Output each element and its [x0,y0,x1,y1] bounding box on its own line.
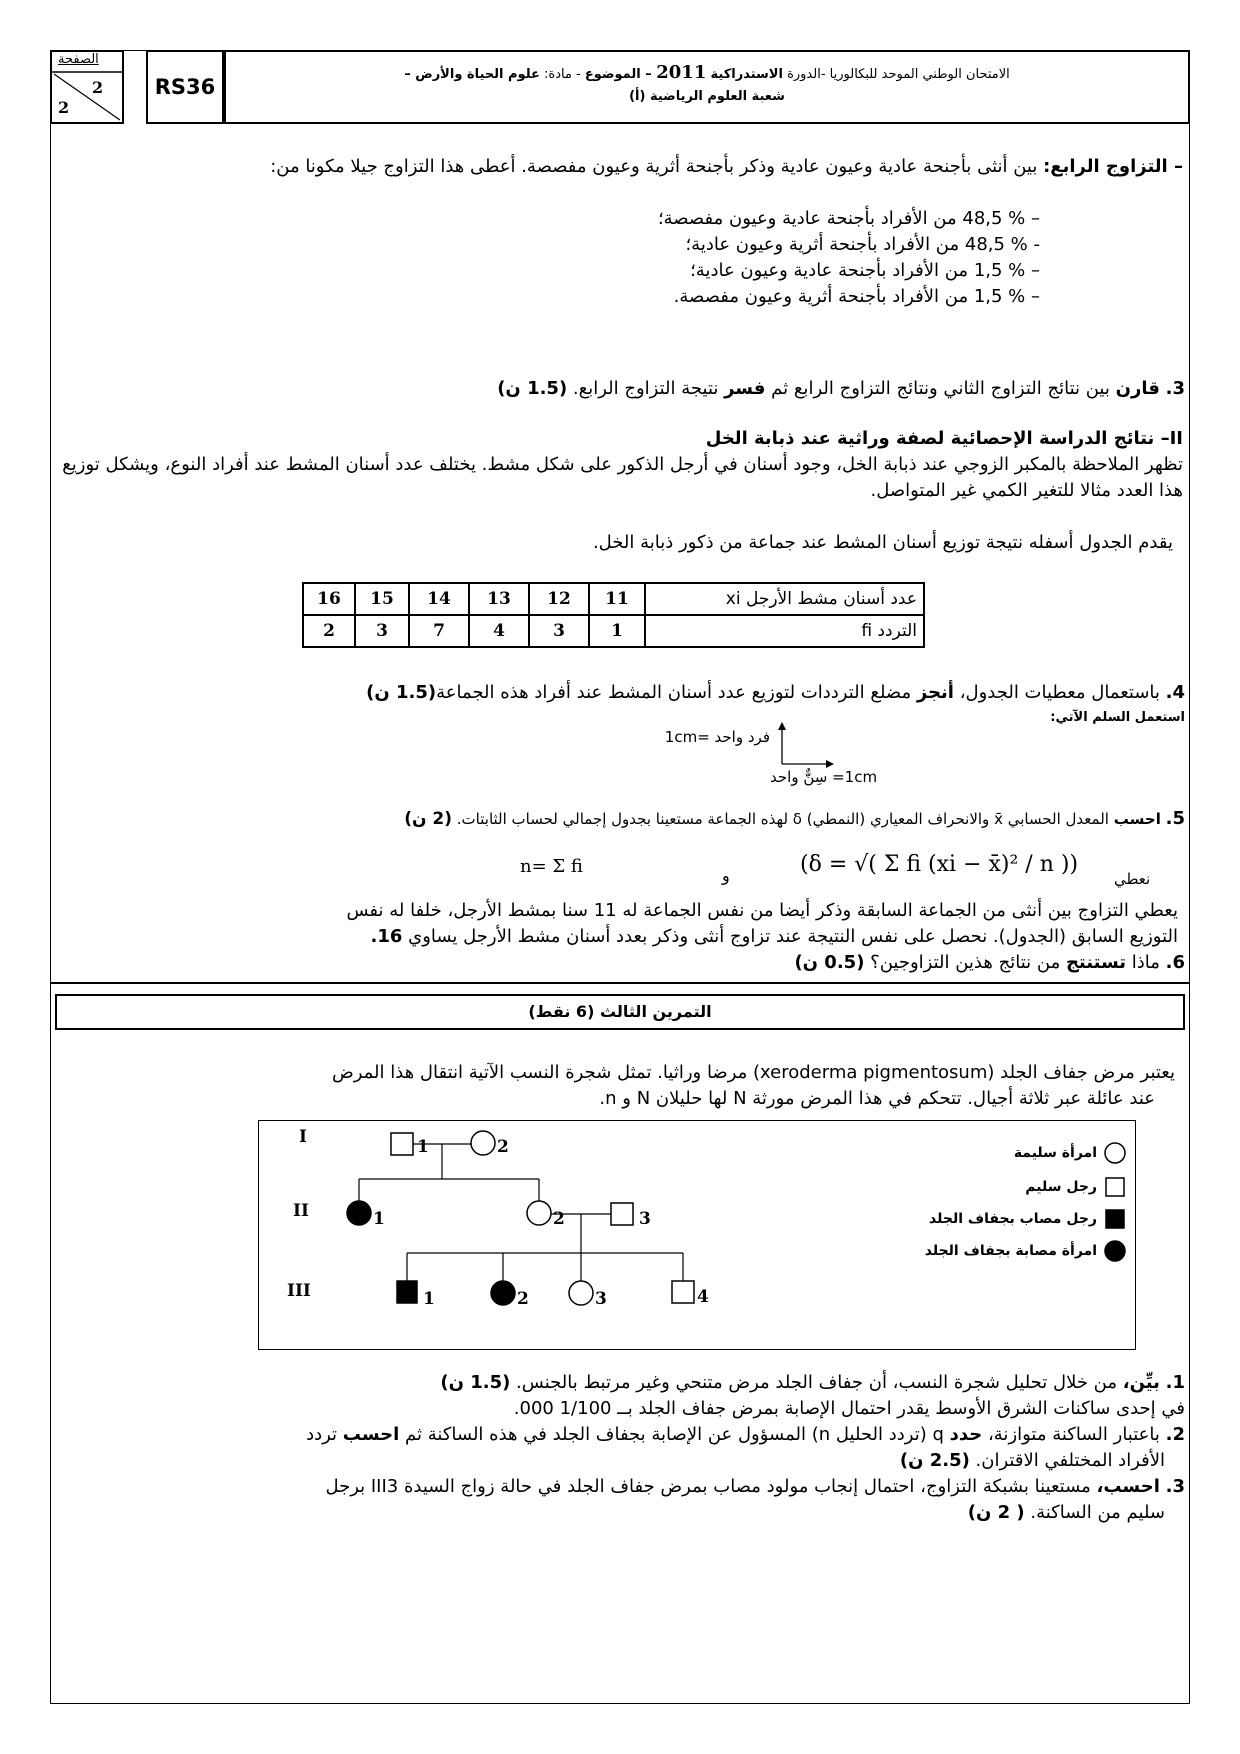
generation-label: II [293,1201,309,1221]
q6-text2: من نتائج هذين التزاوجين؟ [864,952,1066,973]
ex3-question-1 [60,1370,1185,1396]
cross4-paragraph [58,154,1183,180]
legend-label: رجل سليم [1025,1179,1097,1195]
q3-verb1: قارن [1115,378,1160,399]
q5-points: (2 ن) [404,809,453,829]
ex3-q1-text: من خلال تحليل شجرة النسب، أن جفاف الجلد مرض متنحي وغير مرتبط بالجنس. [510,1372,1123,1393]
q5-text: المعدل الحسابي x̄ والانحراف المعياري (النمطي) δ لهذه الجماعة مستعينا بجدول إجمالي لحساب الثابتات. [452,810,1114,828]
ex3-question-2-line2 [60,1448,1165,1474]
q6-text: ماذا [1126,952,1166,973]
table-cell: 3 [529,615,589,647]
individual-number: 2 [553,1209,565,1229]
header-topic: – الموضوع [584,67,657,82]
legend-affected-man [929,1207,1127,1231]
ex3-q2-text2: q (تردد الحليل n) المسؤول عن الإصابة بجفاف الجلد في هذه الساكنة ثم [399,1424,950,1445]
question-4 [140,680,1185,706]
header-stream: شعبة العلوم الرياضية (أ) [629,89,785,104]
extra-cross-line2: التوزيع السابق (الجدول). نحصل على نفس النتيجة عند تزاوج أنثى وذكر بعدد أسنان مشط الأرجل يساوي [402,926,1178,947]
individual-I2 [471,1131,495,1155]
individual-number: 3 [595,1289,607,1309]
individual-III1 [397,1281,417,1303]
q3-points: (1.5 ن) [497,378,568,399]
q3-text2: نتيجة التزاوج الرابع. [567,378,725,399]
exam-code: RS36 [146,50,224,124]
circle-filled-icon [1103,1239,1127,1263]
table-row [303,583,924,615]
frequency-table [302,582,925,648]
table-cell: 15 [355,583,409,615]
pedigree-box [258,1120,1136,1350]
given-label: نعطي [1114,870,1151,888]
table-cell: 7 [409,615,469,647]
part2-title: II– نتائج الدراسة الإحصائية لصفة وراثية عند ذبابة الخل [705,428,1183,449]
ex3-q2-text1: باعتبار الساكنة متوازنة، [982,1424,1166,1445]
header-subject: علوم الحياة والأرض – [404,67,540,82]
q6-verb: تستنتج [1065,952,1127,973]
extra-cross-value: 16. [370,926,403,947]
table-cell: 2 [303,615,355,647]
q3-text1: بين نتائج التزاوج الثاني ونتائج التزاوج الرابع ثم [765,378,1116,399]
ex3-q1-num: 1. [1165,1372,1185,1393]
table-cell: 16 [303,583,355,615]
individual-II3 [611,1203,633,1225]
question-3 [200,376,1185,402]
individual-number: 1 [417,1137,429,1157]
result-item: – % 1,5 من الأفراد بأجنحة أثرية وعيون مفصصة. [673,286,1040,307]
generation-label: I [299,1127,307,1147]
extra-cross-2 [110,924,1178,950]
scale-x-label: 1cm= سِنٌّ واحد [770,768,878,786]
ex3-q3-points: ( 2 ن) [967,1502,1025,1523]
exercise3-intro-2: عند عائلة عبر ثلاثة أجيال. تتحكم في هذا المرض مورثة N لها حليلان N و n. [599,1088,1155,1109]
q6-num: 6. [1165,952,1185,973]
q4-text1: باستعمال معطيات الجدول، [953,682,1166,703]
individual-III2 [491,1281,515,1305]
table-header-f: التردد fi [645,615,924,647]
legend-label: رجل مصاب بجفاف الجلد [929,1211,1097,1227]
page-label: الصفحة [58,52,99,67]
individual-I1 [391,1133,413,1155]
ex3-q2-text3: تردد [306,1424,343,1445]
individual-III3 [569,1281,593,1305]
ex3-q3-num: 3. [1165,1476,1185,1497]
square-filled-icon [1103,1207,1127,1231]
formula-and: و [722,866,730,885]
q4-num: 4. [1165,682,1185,703]
circle-open-icon [1103,1141,1127,1165]
q5-num: 5. [1165,808,1185,829]
q4-text2: مضلع الترددات لتوزيع عدد أسنان المشط عند أفراد هذه الجماعة [436,682,917,703]
individual-number: 1 [423,1289,435,1309]
header-year: 2011 [656,62,707,83]
ex3-q2-verb1: حدد [949,1424,983,1445]
header-subject-label: - مادة: [539,67,585,82]
ex3-info: في إحدى ساكنات الشرق الأوسط يقدر احتمال الإصابة بمرض جفاف الجلد بــ 1/100 000. [513,1398,1185,1419]
table-cell: 1 [589,615,645,647]
page-total: 2 [58,98,70,117]
result-item: - % 48,5 من الأفراد بأجنحة أثرية وعيون عادية؛ [685,234,1040,255]
part2-table-intro: يقدم الجدول أسفله نتيجة توزيع أسنان المشط عند جماعة من ذكور ذبابة الخل. [592,532,1173,553]
individual-number: 2 [497,1137,509,1157]
individual-number: 4 [697,1287,709,1307]
result-item: – % 48,5 من الأفراد بأجنحة عادية وعيون مفصصة؛ [657,208,1040,229]
result-item: – % 1,5 من الأفراد بأجنحة عادية وعيون عادية؛ [690,260,1040,281]
exercise3-title: التمرين الثالث (6 نقط) [55,994,1185,1030]
extra-cross-line1: يعطي التزاوج بين أنثى من الجماعة السابقة وذكر أيضا من نفس الجماعة له 11 سنا بمشط الأرجل، خلفا له نفس [346,900,1178,921]
cross4-results [200,206,1040,310]
ex3-q3-verb: احسب، [1096,1476,1160,1497]
ex3-q2-verb2: احسب [342,1424,400,1445]
legend-label: امرأة مصابة بجفاف الجلد [924,1243,1097,1259]
scale-y-label: فرد واحد =1cm [664,728,770,746]
scale-axes [770,722,840,772]
legend-affected-woman [925,1239,1127,1263]
table-cell: 11 [589,583,645,615]
ex3-q1-points: (1.5 ن) [440,1372,511,1393]
header-text-1: الامتحان الوطني الموحد للبكالوريا -الدورة [782,67,1010,82]
legend-healthy-man [1025,1175,1127,1199]
exam-header [224,50,1190,124]
header-session: الاستدراكية [710,67,783,82]
table-cell: 3 [355,615,409,647]
ex3-q1-verb: بيِّن، [1122,1372,1160,1393]
individual-II2 [527,1201,551,1225]
table-cell: 13 [469,583,529,615]
square-open-icon [1103,1175,1127,1199]
q5-verb: احسب [1113,810,1161,828]
page-number-box [50,50,124,124]
page-num: 2 [92,78,104,97]
ex3-question-2 [60,1422,1185,1448]
ex3-q2-num: 2. [1165,1424,1185,1445]
cross4-title: – التزاوج الرابع: [1043,156,1183,177]
ex3-q3-text: مستعينا بشبكة التزاوج، احتمال إنجاب مولود مصاب بمرض جفاف الجلد في حالة زواج السيدة III3 برجل [325,1476,1097,1497]
exercise3-intro-1: يعتبر مرض جفاف الجلد (xeroderma pigmentosum) مرضا وراثيا. تمثل شجرة النسب الآتية انتقال هذا المرض [331,1062,1175,1083]
part2-paragraph: تظهر الملاحظة بالمكبر الزوجي عند ذبابة الخل، وجود أسنان في أرجل الذكور على شكل مشط. يختلف عدد أسنان المشط عند أفراد النوع، ويشكل توزيع هذا العدد مثالا للتغير الكمي غير المتواصل. [62,454,1183,501]
q4-verb: أنجز [916,682,954,703]
table-row [303,615,924,647]
pedigree-chart [259,1121,1135,1349]
cross4-text: بين أنثى بأجنحة عادية وعيون عادية وذكر بأجنحة أثرية وعيون مفصصة. أعطى هذا التزاوج جيلا مكونا من: [270,156,1044,177]
question-5 [160,806,1185,832]
table-header-x: عدد أسنان مشط الأرجل xi [645,583,924,615]
ex3-q2-points: (2.5 ن) [899,1450,970,1471]
individual-number: 2 [517,1289,529,1309]
extra-cross [110,898,1178,924]
q4-points: (1.5 ن) [366,682,437,703]
individual-III4 [672,1281,694,1303]
section-divider [50,982,1190,984]
individual-number: 3 [639,1209,651,1229]
individual-number: 1 [373,1209,385,1229]
q3-num: 3. [1165,378,1185,399]
formula-delta: (δ = √( Σ fi (xi − x̄)² / n )) [800,852,1079,877]
scale-title: استعمل السلم الآتي: [1050,710,1185,725]
ex3-question-3-line2 [60,1500,1165,1526]
question-6 [110,950,1185,976]
formula-n: n= Σ fi [520,856,583,877]
individual-II1 [347,1201,371,1225]
ex3-question-3 [60,1474,1185,1500]
table-cell: 14 [409,583,469,615]
ex3-q2-line2: الأفراد المختلفي الاقتران. [969,1450,1165,1471]
q6-points: (0.5 ن) [794,952,865,973]
generation-label: III [287,1281,311,1301]
table-cell: 12 [529,583,589,615]
legend-label: امرأة سليمة [1013,1145,1097,1161]
q3-verb2: فسر [724,378,766,399]
table-cell: 4 [469,615,529,647]
legend-healthy-woman [1014,1141,1127,1165]
ex3-q3-line2: سليم من الساكنة. [1024,1502,1165,1523]
